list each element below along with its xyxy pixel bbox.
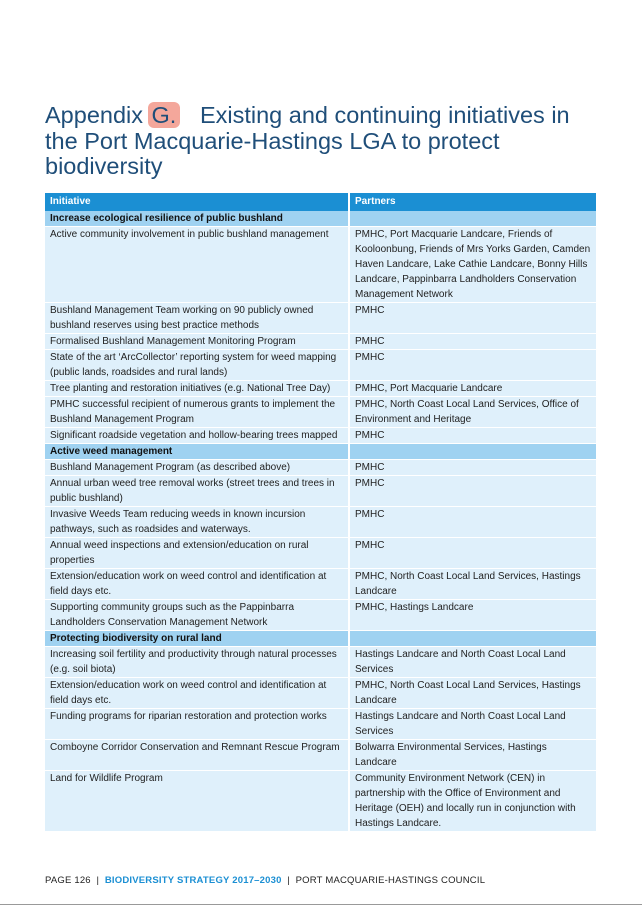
partners-cell: PMHC, Port Macquarie Landcare, Friends of Kooloonbung, Friends of Mrs Yorks Garden, Camden Haven Landcare, Lake Cathie Landcare, Bonny Hills Landcare, Pappinbarra Landholders Conservation Management Network (349, 227, 596, 303)
section-title: Increase ecological resilience of public bushland (45, 211, 349, 227)
initiatives-table (45, 193, 596, 832)
page-bottom-rule (0, 904, 642, 905)
initiative-cell: Extension/education work on weed control and identification at field days etc. (45, 678, 349, 709)
partners-cell: PMHC (349, 428, 596, 444)
table-row (45, 740, 596, 771)
section-title: Protecting biodiversity on rural land (45, 631, 349, 647)
section-title: Active weed management (45, 444, 349, 460)
section-partners-cell (349, 631, 596, 647)
partners-cell: Community Environment Network (CEN) in partnership with the Office of Environment and Heritage (OEH) and locally run in conjunction with Hastings Landcare. (349, 771, 596, 832)
partners-cell: PMHC (349, 460, 596, 476)
partners-cell: PMHC (349, 334, 596, 350)
initiative-cell: Tree planting and restoration initiatives (e.g. National Tree Day) (45, 381, 349, 397)
section-partners-cell (349, 211, 596, 227)
section-partners-cell (349, 444, 596, 460)
table-header-row (45, 193, 596, 211)
section-header-row (45, 444, 596, 460)
partners-cell: PMHC, North Coast Local Land Services, Office of Environment and Heritage (349, 397, 596, 428)
initiative-cell: Active community involvement in public bushland management (45, 227, 349, 303)
appendix-title-text: Existing and continuing initiatives in the Port Macquarie-Hastings LGA to protect biodiversity (45, 102, 570, 179)
page-number: PAGE 126 (45, 875, 91, 886)
table-row (45, 350, 596, 381)
partners-cell: Hastings Landcare and North Coast Local Land Services (349, 647, 596, 678)
table-row (45, 381, 596, 397)
table-row (45, 303, 596, 334)
partners-cell: PMHC, North Coast Local Land Services, Hastings Landcare (349, 678, 596, 709)
table-row (45, 678, 596, 709)
initiative-cell: Land for Wildlife Program (45, 771, 349, 832)
table-row (45, 227, 596, 303)
table-row (45, 600, 596, 631)
partners-cell: PMHC (349, 476, 596, 507)
partners-cell: PMHC, North Coast Local Land Services, Hastings Landcare (349, 569, 596, 600)
initiative-cell: PMHC successful recipient of numerous grants to implement the Bushland Management Program (45, 397, 349, 428)
partners-cell: PMHC, Hastings Landcare (349, 600, 596, 631)
table-row (45, 397, 596, 428)
partners-cell: Bolwarra Environmental Services, Hastings Landcare (349, 740, 596, 771)
initiative-cell: Annual urban weed tree removal works (street trees and trees in public bushland) (45, 476, 349, 507)
section-header-row (45, 631, 596, 647)
table-row (45, 771, 596, 832)
initiative-cell: Supporting community groups such as the Pappinbarra Landholders Conservation Management Network (45, 600, 349, 631)
initiative-cell: Bushland Management Program (as described above) (45, 460, 349, 476)
table-row (45, 538, 596, 569)
initiative-cell: Extension/education work on weed control and identification at field days etc. (45, 569, 349, 600)
table-row (45, 647, 596, 678)
column-header-partners: Partners (349, 193, 596, 211)
document-name: BIODIVERSITY STRATEGY 2017–2030 (104, 875, 282, 886)
partners-cell: PMHC, Port Macquarie Landcare (349, 381, 596, 397)
footer-separator: | (287, 875, 290, 886)
initiative-cell: Invasive Weeds Team reducing weeds in known incursion pathways, such as roadsides and waterways. (45, 507, 349, 538)
partners-cell: PMHC (349, 507, 596, 538)
initiative-cell: Annual weed inspections and extension/education on rural properties (45, 538, 349, 569)
appendix-letter-highlight: G. (148, 102, 181, 128)
table-row (45, 476, 596, 507)
table-row (45, 569, 596, 600)
partners-cell: Hastings Landcare and North Coast Local Land Services (349, 709, 596, 740)
partners-cell: PMHC (349, 350, 596, 381)
organisation-name: PORT MACQUARIE-HASTINGS COUNCIL (295, 875, 486, 886)
partners-cell: PMHC (349, 303, 596, 334)
table-row (45, 507, 596, 538)
page-title (45, 103, 605, 180)
partners-cell: PMHC (349, 538, 596, 569)
appendix-prefix: Appendix (45, 102, 143, 128)
column-header-initiative: Initiative (45, 193, 349, 211)
initiative-cell: Formalised Bushland Management Monitoring Program (45, 334, 349, 350)
section-header-row (45, 211, 596, 227)
table-row (45, 428, 596, 444)
page-footer (45, 875, 485, 886)
footer-separator: | (96, 875, 100, 886)
initiative-cell: Bushland Management Team working on 90 publicly owned bushland reserves using best practice methods (45, 303, 349, 334)
table-body (45, 211, 596, 832)
table-row (45, 709, 596, 740)
initiative-cell: Comboyne Corridor Conservation and Remnant Rescue Program (45, 740, 349, 771)
table-row (45, 334, 596, 350)
initiative-cell: Increasing soil fertility and productivity through natural processes (e.g. soil biota) (45, 647, 349, 678)
initiative-cell: Significant roadside vegetation and hollow-bearing trees mapped (45, 428, 349, 444)
initiative-cell: Funding programs for riparian restoration and protection works (45, 709, 349, 740)
initiative-cell: State of the art ‘ArcCollector’ reporting system for weed mapping (public lands, roadsides and rural lands) (45, 350, 349, 381)
table-row (45, 460, 596, 476)
